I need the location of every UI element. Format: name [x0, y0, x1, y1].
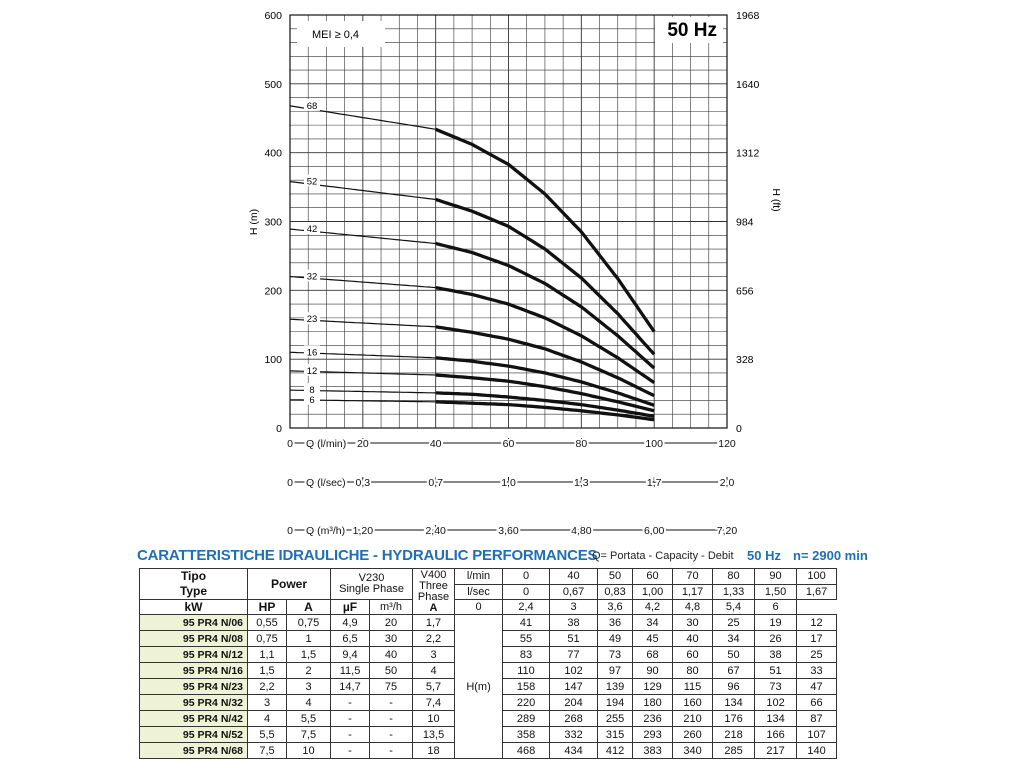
- table-cell: 7,4: [413, 695, 455, 711]
- x-tick-label: 6,00: [643, 525, 665, 537]
- x-tick-label: 20: [356, 438, 369, 450]
- x-tick-label: 7,20: [716, 525, 738, 537]
- model-cell: 95 PR4 N/06: [140, 615, 248, 631]
- y-tick-label: 400: [264, 147, 282, 160]
- flow-cell: 5,4: [713, 600, 755, 615]
- table-cell: 10: [413, 711, 455, 727]
- table-row: [140, 679, 886, 695]
- header-tipo: Tipo Type: [140, 569, 248, 600]
- head-cell: 107: [797, 727, 837, 743]
- table-row: [140, 647, 886, 663]
- head-cell: 38: [550, 615, 598, 631]
- head-cell: 383: [633, 743, 673, 759]
- head-cell: 268: [550, 711, 598, 727]
- head-cell: 204: [550, 695, 598, 711]
- head-cell: 87: [797, 711, 837, 727]
- table-row: [140, 695, 886, 711]
- head-cell: 260: [673, 727, 713, 743]
- x-axis-label: Q (m³/h): [306, 525, 346, 537]
- table-cell: 0,75: [287, 615, 331, 631]
- x-tick-label: 80: [575, 438, 588, 450]
- table-cell: 0,55: [248, 615, 287, 631]
- head-cell: 45: [633, 631, 673, 647]
- table-row: [140, 711, 886, 727]
- head-cell: 315: [598, 727, 633, 743]
- head-cell: 25: [797, 647, 837, 663]
- x-tick-label: 1,20: [352, 525, 374, 537]
- performance-header: [137, 547, 887, 567]
- flow-cell: 50: [598, 569, 633, 585]
- head-cell: 77: [550, 647, 598, 663]
- table-cell: 5,7: [413, 679, 455, 695]
- x-axis-label: Q (l/sec): [306, 477, 346, 489]
- head-cell: 217: [755, 743, 797, 759]
- head-cell: 332: [550, 727, 598, 743]
- y-axis-label: H (m): [248, 208, 260, 236]
- head-cell: 412: [598, 743, 633, 759]
- head-cell: 147: [550, 679, 598, 695]
- flow-cell: 1,50: [755, 584, 797, 600]
- flow-cell: 40: [550, 569, 598, 585]
- flow-cell: 2,4: [503, 600, 550, 615]
- curve-label: 42: [306, 224, 318, 236]
- head-cell: 68: [633, 647, 673, 663]
- table-cell: 10: [287, 743, 331, 759]
- head-cell: 129: [633, 679, 673, 695]
- table-cell: -: [370, 711, 413, 727]
- table-cell: 14,7: [331, 679, 370, 695]
- head-cell: 55: [503, 631, 550, 647]
- head-cell: 255: [598, 711, 633, 727]
- head-cell: 96: [713, 679, 755, 695]
- flow-cell: 60: [633, 569, 673, 585]
- head-cell: 40: [673, 631, 713, 647]
- performance-table: [139, 568, 886, 759]
- head-cell: 19: [755, 615, 797, 631]
- x-tick-label: 1,7: [646, 477, 662, 489]
- head-cell: 51: [755, 663, 797, 679]
- head-cell: 102: [550, 663, 598, 679]
- table-cell: 7,5: [287, 727, 331, 743]
- flow-cell: 70: [673, 569, 713, 585]
- y-right-tick-label: 656: [736, 285, 754, 298]
- header-kw: kW: [140, 600, 248, 615]
- head-cell: 30: [673, 615, 713, 631]
- head-cell: 97: [598, 663, 633, 679]
- head-cell: 293: [633, 727, 673, 743]
- unit-l-sec: l/sec: [455, 584, 503, 600]
- table-cell: 4: [248, 711, 287, 727]
- head-cell: 285: [713, 743, 755, 759]
- head-cell: 115: [673, 679, 713, 695]
- table-cell: -: [370, 743, 413, 759]
- header-hp: HP: [248, 600, 287, 615]
- table-cell: 50: [370, 663, 413, 679]
- head-cell: 67: [713, 663, 755, 679]
- head-unit-label: H(m): [455, 615, 503, 759]
- table-cell: 4,9: [331, 615, 370, 631]
- frequency-label: 50 Hz: [747, 548, 781, 563]
- table-cell: 75: [370, 679, 413, 695]
- model-cell: 95 PR4 N/32: [140, 695, 248, 711]
- flow-cell: 0,83: [598, 584, 633, 600]
- y-right-tick-label: 984: [736, 216, 754, 229]
- head-cell: 26: [755, 631, 797, 647]
- head-cell: 66: [797, 695, 837, 711]
- mei-label: MEI ≥ 0,4: [312, 29, 359, 41]
- head-cell: 83: [503, 647, 550, 663]
- capacity-caption: Q= Portata - Capacity - Debit: [592, 550, 734, 562]
- table-cell: 0,75: [248, 631, 287, 647]
- y-tick-label: 300: [264, 216, 282, 229]
- curve-label: 32: [306, 271, 318, 283]
- head-cell: 41: [503, 615, 550, 631]
- unit-l-min: l/min: [455, 569, 503, 585]
- x-tick-label: 2,0: [719, 477, 735, 489]
- header-v400: V400 Three Phase A: [413, 569, 455, 615]
- head-cell: 220: [503, 695, 550, 711]
- table-cell: 6,5: [331, 631, 370, 647]
- head-cell: 210: [673, 711, 713, 727]
- model-cell: 95 PR4 N/23: [140, 679, 248, 695]
- x-tick-label: 60: [502, 438, 515, 450]
- x-tick-label: 100: [645, 438, 663, 450]
- head-cell: 218: [713, 727, 755, 743]
- table-cell: 5,5: [248, 727, 287, 743]
- table-cell: 3: [248, 695, 287, 711]
- y-tick-label: 200: [264, 285, 282, 298]
- flow-cell: 6: [755, 600, 797, 615]
- table-cell: 2: [287, 663, 331, 679]
- head-cell: 166: [755, 727, 797, 743]
- table-row: [140, 727, 886, 743]
- table-row: [140, 615, 886, 631]
- table-cell: 18: [413, 743, 455, 759]
- table-row: [140, 743, 886, 759]
- y-right-tick-label: 1968: [736, 10, 760, 22]
- table-cell: 30: [370, 631, 413, 647]
- table-cell: 1,1: [248, 647, 287, 663]
- flow-cell: 0: [503, 569, 550, 585]
- head-cell: 73: [598, 647, 633, 663]
- model-cell: 95 PR4 N/08: [140, 631, 248, 647]
- flow-cell: 80: [713, 569, 755, 585]
- curve-label: 52: [306, 176, 318, 188]
- model-cell: 95 PR4 N/16: [140, 663, 248, 679]
- head-cell: 139: [598, 679, 633, 695]
- head-cell: 110: [503, 663, 550, 679]
- head-cell: 358: [503, 727, 550, 743]
- head-cell: 140: [797, 743, 837, 759]
- model-cell: 95 PR4 N/12: [140, 647, 248, 663]
- table-cell: -: [331, 743, 370, 759]
- x-tick-label: 0: [287, 438, 293, 450]
- flow-cell: 90: [755, 569, 797, 585]
- curve-label: 6: [309, 394, 315, 406]
- table-cell: 1,5: [287, 647, 331, 663]
- x-tick-label: 120: [718, 438, 736, 450]
- head-cell: 47: [797, 679, 837, 695]
- flow-cell: 0: [503, 584, 550, 600]
- head-cell: 194: [598, 695, 633, 711]
- flow-cell: 3,6: [598, 600, 633, 615]
- head-cell: 160: [673, 695, 713, 711]
- x-tick-label: 3,60: [498, 525, 519, 537]
- curve-label: 68: [306, 100, 318, 112]
- head-cell: 80: [673, 663, 713, 679]
- flow-cell: 0,67: [550, 584, 598, 600]
- head-cell: 134: [713, 695, 755, 711]
- table-cell: 3: [287, 679, 331, 695]
- table-cell: 1: [287, 631, 331, 647]
- flow-cell: 1,67: [797, 584, 837, 600]
- head-cell: 51: [550, 631, 598, 647]
- curve-label: 23: [306, 314, 318, 326]
- head-cell: 36: [598, 615, 633, 631]
- unit-m3h: m³/h: [370, 600, 413, 615]
- flow-cell: 4,8: [673, 600, 713, 615]
- table-cell: 3: [413, 647, 455, 663]
- head-cell: 49: [598, 631, 633, 647]
- x-tick-label: 1,3: [574, 477, 589, 489]
- flow-cell: 4,2: [633, 600, 673, 615]
- model-cell: 95 PR4 N/42: [140, 711, 248, 727]
- frequency-title: 50 Hz: [667, 20, 717, 41]
- x-tick-label: 0: [287, 477, 293, 489]
- table-cell: -: [370, 695, 413, 711]
- x-tick-label: 0: [287, 525, 293, 537]
- flow-cell: 1,17: [673, 584, 713, 600]
- head-cell: 289: [503, 711, 550, 727]
- header-uf: µF: [331, 600, 370, 615]
- head-cell: 90: [633, 663, 673, 679]
- table-cell: -: [370, 727, 413, 743]
- head-cell: 60: [673, 647, 713, 663]
- x-tick-label: 0,3: [355, 477, 371, 489]
- head-cell: 34: [633, 615, 673, 631]
- table-cell: -: [331, 711, 370, 727]
- model-cell: 95 PR4 N/52: [140, 727, 248, 743]
- x-tick-label: 4,80: [571, 525, 592, 537]
- head-cell: 158: [503, 679, 550, 695]
- head-cell: 38: [755, 647, 797, 663]
- x-axis-label: Q (l/min): [306, 438, 347, 450]
- y-right-tick-label: 1312: [736, 147, 760, 160]
- flow-cell: 100: [797, 569, 837, 585]
- curve-label: 16: [306, 347, 318, 359]
- header-a230: A: [287, 600, 331, 615]
- header-power: Power: [248, 569, 331, 600]
- y-tick-label: 600: [264, 10, 282, 22]
- head-cell: 34: [713, 631, 755, 647]
- head-cell: 236: [633, 711, 673, 727]
- head-cell: 25: [713, 615, 755, 631]
- head-cell: 102: [755, 695, 797, 711]
- x-tick-label: 2,40: [425, 525, 446, 537]
- table-cell: 2,2: [413, 631, 455, 647]
- table-row: [140, 663, 886, 679]
- head-cell: 176: [713, 711, 755, 727]
- head-cell: 17: [797, 631, 837, 647]
- header-v230: V230 Single Phase: [331, 569, 413, 600]
- table-cell: 5,5: [287, 711, 331, 727]
- y-tick-label: 100: [264, 354, 282, 367]
- table-cell: 9,4: [331, 647, 370, 663]
- head-cell: 134: [755, 711, 797, 727]
- model-cell: 95 PR4 N/68: [140, 743, 248, 759]
- table-cell: 2,2: [248, 679, 287, 695]
- y-right-tick-label: 328: [736, 354, 754, 367]
- curve-label: 8: [309, 385, 315, 397]
- x-tick-label: 0,7: [428, 477, 443, 489]
- performance-title: CARATTERISTICHE IDRAULICHE - HYDRAULIC PERFORMANCES: [137, 547, 598, 564]
- head-cell: 50: [713, 647, 755, 663]
- table-row: [140, 631, 886, 647]
- table-cell: 1,5: [248, 663, 287, 679]
- y-right-tick-label: 0: [736, 423, 742, 435]
- head-cell: 73: [755, 679, 797, 695]
- table-cell: 4: [413, 663, 455, 679]
- flow-cell: 3: [550, 600, 598, 615]
- table-cell: 1,7: [413, 615, 455, 631]
- head-cell: 33: [797, 663, 837, 679]
- table-cell: 13,5: [413, 727, 455, 743]
- flow-cell: 0: [455, 600, 503, 615]
- table-cell: 7,5: [248, 743, 287, 759]
- table-cell: 20: [370, 615, 413, 631]
- head-cell: 340: [673, 743, 713, 759]
- table-cell: 11,5: [331, 663, 370, 679]
- head-cell: 468: [503, 743, 550, 759]
- x-tick-label: 40: [429, 438, 442, 450]
- flow-cell: 1,00: [633, 584, 673, 600]
- x-tick-label: 1,0: [501, 477, 516, 489]
- table-cell: 4: [287, 695, 331, 711]
- table-cell: -: [331, 695, 370, 711]
- head-cell: 180: [633, 695, 673, 711]
- table-cell: -: [331, 727, 370, 743]
- flow-cell: 1,33: [713, 584, 755, 600]
- head-cell: 434: [550, 743, 598, 759]
- y-right-axis-label: H (ft): [770, 188, 782, 212]
- curve-label: 12: [306, 365, 318, 377]
- table-cell: 40: [370, 647, 413, 663]
- y-tick-label: 500: [264, 78, 282, 91]
- speed-label: n= 2900 min: [793, 548, 868, 563]
- head-cell: 12: [797, 615, 837, 631]
- y-tick-label: 0: [276, 423, 282, 435]
- y-right-tick-label: 1640: [736, 78, 760, 91]
